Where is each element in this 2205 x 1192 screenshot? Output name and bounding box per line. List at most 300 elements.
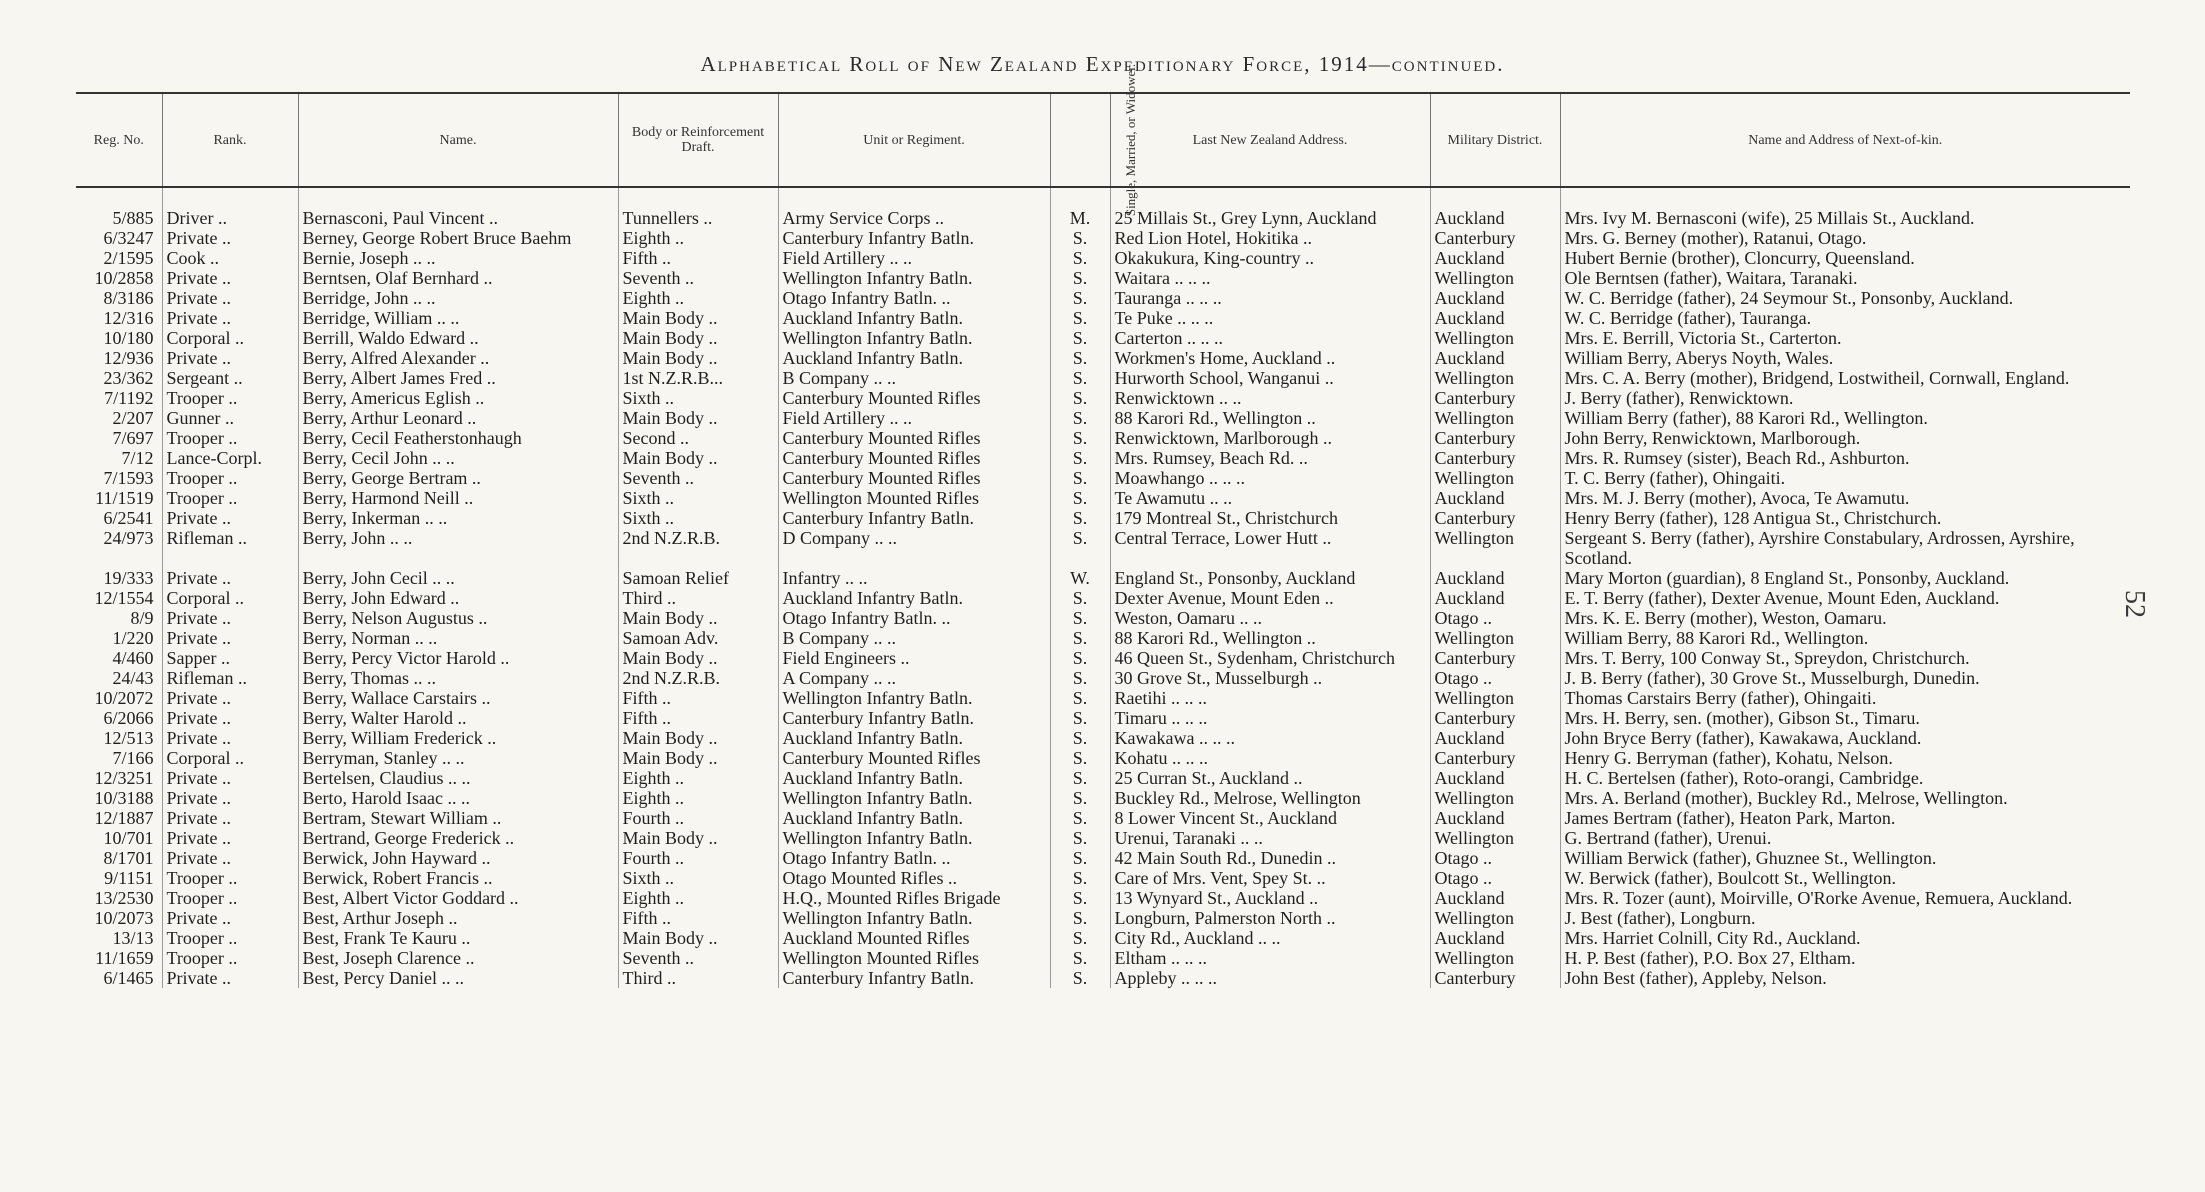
address-cell: Renwicktown, Marlborough .. (1110, 428, 1430, 448)
header-address: Last New Zealand Address. (1110, 93, 1430, 187)
unit-cell: Canterbury Mounted Rifles (778, 468, 1050, 488)
next-of-kin-cell: G. Bertrand (father), Urenui. (1560, 828, 2130, 848)
rank-cell: Corporal .. (162, 588, 298, 608)
name-cell: Berwick, Robert Francis .. (298, 868, 618, 888)
reg-no-cell: 12/1887 (94, 808, 154, 828)
district-cell: Otago .. (1430, 608, 1560, 628)
rank-cell: Trooper .. (162, 388, 298, 408)
body-cell: Main Body .. (618, 308, 778, 328)
marital-status-cell: S. (1050, 588, 1110, 608)
rank-cell: Lance-Corpl. (162, 448, 298, 468)
table-row (76, 968, 2130, 988)
reg-no-cell: 23/362 (103, 368, 154, 388)
reg-no-cell: 6/3247 (103, 228, 154, 248)
table-row (76, 208, 2130, 228)
rank-cell: Driver .. (162, 208, 298, 228)
district-cell: Wellington (1430, 328, 1560, 348)
address-cell: 30 Grove St., Musselburgh .. (1110, 668, 1430, 688)
rank-cell: Trooper .. (162, 488, 298, 508)
name-cell: Berry, William Frederick .. (298, 728, 618, 748)
body-cell: Fourth .. (618, 848, 778, 868)
address-cell: Te Awamutu .. .. (1110, 488, 1430, 508)
body-cell: Sixth .. (618, 388, 778, 408)
marital-status-cell: S. (1050, 648, 1110, 668)
marital-status-cell: S. (1050, 528, 1110, 568)
reg-no-cell: 12/3251 (94, 768, 154, 788)
marital-status-cell: S. (1050, 908, 1110, 928)
body-cell: Main Body .. (618, 648, 778, 668)
table-row (76, 768, 2130, 788)
table-row (76, 468, 2130, 488)
reg-no-cell: 7/697 (112, 428, 154, 448)
name-cell: Berridge, John .. .. (298, 288, 618, 308)
rank-cell: Private .. (162, 228, 298, 248)
name-cell: Berto, Harold Isaac .. .. (298, 788, 618, 808)
next-of-kin-cell: Sergeant S. Berry (father), Ayrshire Constabulary, Ardrossen, Ayrshire, Scotland. (1560, 528, 2130, 568)
name-cell: Bertrand, George Frederick .. (298, 828, 618, 848)
name-cell: Berwick, John Hayward .. (298, 848, 618, 868)
name-cell: Berridge, William .. .. (298, 308, 618, 328)
unit-cell: Otago Infantry Batln. .. (778, 608, 1050, 628)
reg-no-cell: 7/1593 (103, 468, 154, 488)
district-cell: Wellington (1430, 628, 1560, 648)
address-cell: Longburn, Palmerston North .. (1110, 908, 1430, 928)
address-cell: Kohatu .. .. .. (1110, 748, 1430, 768)
district-cell: Canterbury (1430, 648, 1560, 668)
rank-cell: Private .. (162, 628, 298, 648)
table-row (76, 248, 2130, 268)
reg-no-cell: 10/180 (103, 328, 154, 348)
unit-cell: A Company .. .. (778, 668, 1050, 688)
unit-cell: Army Service Corps .. (778, 208, 1050, 228)
rank-cell: Private .. (162, 788, 298, 808)
next-of-kin-cell: H. C. Bertelsen (father), Roto-orangi, Cambridge. (1560, 768, 2130, 788)
district-cell: Auckland (1430, 308, 1560, 328)
marital-status-cell: S. (1050, 448, 1110, 468)
unit-cell: Wellington Infantry Batln. (778, 328, 1050, 348)
body-cell: Fifth .. (618, 908, 778, 928)
address-cell: Tauranga .. .. .. (1110, 288, 1430, 308)
address-cell: Dexter Avenue, Mount Eden .. (1110, 588, 1430, 608)
table-row (76, 408, 2130, 428)
address-cell: Central Terrace, Lower Hutt .. (1110, 528, 1430, 568)
marital-status-cell: S. (1050, 968, 1110, 988)
reg-no-cell: 7/12 (121, 448, 154, 468)
address-cell: Care of Mrs. Vent, Spey St. .. (1110, 868, 1430, 888)
rank-cell: Private .. (162, 268, 298, 288)
address-cell: Weston, Oamaru .. .. (1110, 608, 1430, 628)
rank-cell: Sergeant .. (162, 368, 298, 388)
body-cell: Third .. (618, 588, 778, 608)
name-cell: Berry, John Cecil .. .. (298, 568, 618, 588)
next-of-kin-cell: William Berry, Aberys Noyth, Wales. (1560, 348, 2130, 368)
next-of-kin-cell: Mrs. M. J. Berry (mother), Avoca, Te Awamutu. (1560, 488, 2130, 508)
next-of-kin-cell: Hubert Bernie (brother), Cloncurry, Queensland. (1560, 248, 2130, 268)
district-cell: Wellington (1430, 788, 1560, 808)
reg-no-cell: 13/13 (112, 928, 154, 948)
table-row (76, 608, 2130, 628)
unit-cell: Otago Infantry Batln. .. (778, 848, 1050, 868)
rank-cell: Sapper .. (162, 648, 298, 668)
marital-status-cell: S. (1050, 748, 1110, 768)
header-district: Military District. (1430, 93, 1560, 187)
rank-cell: Private .. (162, 688, 298, 708)
marital-status-cell: S. (1050, 788, 1110, 808)
body-cell: Main Body .. (618, 748, 778, 768)
unit-cell: Wellington Infantry Batln. (778, 688, 1050, 708)
body-cell: Samoan Relief (618, 568, 778, 588)
body-cell: Seventh .. (618, 468, 778, 488)
table-row (76, 648, 2130, 668)
reg-no-cell: 8/3186 (103, 288, 154, 308)
unit-cell: Canterbury Mounted Rifles (778, 388, 1050, 408)
district-cell: Auckland (1430, 928, 1560, 948)
address-cell: England St., Ponsonby, Auckland (1110, 568, 1430, 588)
district-cell: Wellington (1430, 368, 1560, 388)
name-cell: Best, Frank Te Kauru .. (298, 928, 618, 948)
name-cell: Berry, Harmond Neill .. (298, 488, 618, 508)
marital-status-cell: S. (1050, 468, 1110, 488)
marital-status-cell: S. (1050, 708, 1110, 728)
table-row (76, 788, 2130, 808)
name-cell: Berry, Walter Harold .. (298, 708, 618, 728)
name-cell: Berry, Arthur Leonard .. (298, 408, 618, 428)
unit-cell: Canterbury Infantry Batln. (778, 228, 1050, 248)
body-cell: Fifth .. (618, 248, 778, 268)
reg-no-cell: 2/1595 (103, 248, 154, 268)
unit-cell: Auckland Infantry Batln. (778, 588, 1050, 608)
district-cell: Canterbury (1430, 508, 1560, 528)
marital-status-cell: S. (1050, 928, 1110, 948)
next-of-kin-cell: William Berry, 88 Karori Rd., Wellington. (1560, 628, 2130, 648)
marital-status-cell: S. (1050, 248, 1110, 268)
name-cell: Bernie, Joseph .. .. (298, 248, 618, 268)
rank-cell: Private .. (162, 768, 298, 788)
body-cell: Fourth .. (618, 808, 778, 828)
address-cell: Buckley Rd., Melrose, Wellington (1110, 788, 1430, 808)
marital-status-cell: S. (1050, 488, 1110, 508)
next-of-kin-cell: J. Best (father), Longburn. (1560, 908, 2130, 928)
district-cell: Canterbury (1430, 448, 1560, 468)
roll-body (76, 187, 2130, 988)
page-number: 52 (2119, 590, 2150, 618)
address-cell: Moawhango .. .. .. (1110, 468, 1430, 488)
marital-status-cell: M. (1050, 208, 1110, 228)
marital-status-cell: W. (1050, 568, 1110, 588)
address-cell: Waitara .. .. .. (1110, 268, 1430, 288)
next-of-kin-cell: Mrs. A. Berland (mother), Buckley Rd., Melrose, Wellington. (1560, 788, 2130, 808)
body-cell: Sixth .. (618, 868, 778, 888)
next-of-kin-cell: Mrs. K. E. Berry (mother), Weston, Oamaru. (1560, 608, 2130, 628)
table-row (76, 708, 2130, 728)
next-of-kin-cell: Mrs. G. Berney (mother), Ratanui, Otago. (1560, 228, 2130, 248)
rank-cell: Corporal .. (162, 748, 298, 768)
name-cell: Bernasconi, Paul Vincent .. (298, 208, 618, 228)
body-cell: Main Body .. (618, 728, 778, 748)
rank-cell: Private .. (162, 288, 298, 308)
unit-cell: Canterbury Mounted Rifles (778, 748, 1050, 768)
body-cell: Third .. (618, 968, 778, 988)
table-row (76, 948, 2130, 968)
rank-cell: Private .. (162, 808, 298, 828)
unit-cell: Infantry .. .. (778, 568, 1050, 588)
marital-status-cell: S. (1050, 948, 1110, 968)
address-cell: Okakukura, King-country .. (1110, 248, 1430, 268)
unit-cell: Auckland Infantry Batln. (778, 348, 1050, 368)
body-cell: Main Body .. (618, 608, 778, 628)
next-of-kin-cell: Henry G. Berryman (father), Kohatu, Nelson. (1560, 748, 2130, 768)
name-cell: Best, Joseph Clarence .. (298, 948, 618, 968)
reg-no-cell: 7/1192 (104, 388, 154, 408)
body-cell: Eighth .. (618, 888, 778, 908)
reg-no-cell: 5/885 (112, 208, 154, 228)
body-cell: Samoan Adv. (618, 628, 778, 648)
body-cell: Main Body .. (618, 328, 778, 348)
rank-cell: Private .. (162, 608, 298, 628)
next-of-kin-cell: Mrs. H. Berry, sen. (mother), Gibson St., Timaru. (1560, 708, 2130, 728)
body-cell: Second .. (618, 428, 778, 448)
unit-cell: Auckland Infantry Batln. (778, 768, 1050, 788)
body-cell: Eighth .. (618, 768, 778, 788)
name-cell: Best, Albert Victor Goddard .. (298, 888, 618, 908)
address-cell: City Rd., Auckland .. .. (1110, 928, 1430, 948)
rank-cell: Rifleman .. (162, 668, 298, 688)
rank-cell: Private .. (162, 568, 298, 588)
body-cell: Main Body .. (618, 348, 778, 368)
body-cell: Fifth .. (618, 688, 778, 708)
body-cell: Tunnellers .. (618, 208, 778, 228)
spacer-row (76, 187, 2130, 208)
district-cell: Canterbury (1430, 968, 1560, 988)
rank-cell: Trooper .. (162, 948, 298, 968)
marital-status-cell: S. (1050, 288, 1110, 308)
next-of-kin-cell: W. C. Berridge (father), Tauranga. (1560, 308, 2130, 328)
next-of-kin-cell: W. C. Berridge (father), 24 Seymour St., Ponsonby, Auckland. (1560, 288, 2130, 308)
next-of-kin-cell: Thomas Carstairs Berry (father), Ohingaiti. (1560, 688, 2130, 708)
reg-no-cell: 10/2858 (94, 268, 154, 288)
body-cell: 2nd N.Z.R.B. (618, 668, 778, 688)
unit-cell: Canterbury Infantry Batln. (778, 708, 1050, 728)
body-cell: 2nd N.Z.R.B. (618, 528, 778, 568)
name-cell: Berry, Thomas .. .. (298, 668, 618, 688)
unit-cell: Field Artillery .. .. (778, 248, 1050, 268)
unit-cell: Wellington Infantry Batln. (778, 908, 1050, 928)
next-of-kin-cell: Mrs. Harriet Colnill, City Rd., Auckland. (1560, 928, 2130, 948)
table-row (76, 228, 2130, 248)
marital-status-cell: S. (1050, 828, 1110, 848)
header-unit: Unit or Regiment. (778, 93, 1050, 187)
district-cell: Otago .. (1430, 668, 1560, 688)
table-row (76, 268, 2130, 288)
next-of-kin-cell: Mrs. E. Berrill, Victoria St., Carterton. (1560, 328, 2130, 348)
table-row (76, 928, 2130, 948)
table-row (76, 308, 2130, 328)
unit-cell: Canterbury Mounted Rifles (778, 428, 1050, 448)
table-row (76, 908, 2130, 928)
unit-cell: Canterbury Infantry Batln. (778, 968, 1050, 988)
rank-cell: Trooper .. (162, 428, 298, 448)
table-row (76, 528, 2130, 568)
reg-no-cell: 12/1554 (94, 588, 154, 608)
address-cell: 8 Lower Vincent St., Auckland (1110, 808, 1430, 828)
body-cell: Main Body .. (618, 828, 778, 848)
name-cell: Berney, George Robert Bruce Baehm (298, 228, 618, 248)
name-cell: Berry, George Bertram .. (298, 468, 618, 488)
district-cell: Otago .. (1430, 848, 1560, 868)
name-cell: Berry, Cecil Featherstonhaugh (298, 428, 618, 448)
next-of-kin-cell: Ole Berntsen (father), Waitara, Taranaki. (1560, 268, 2130, 288)
reg-no-cell: 12/316 (103, 308, 154, 328)
reg-no-cell: 7/166 (112, 748, 154, 768)
unit-cell: Auckland Infantry Batln. (778, 728, 1050, 748)
unit-cell: Auckland Mounted Rifles (778, 928, 1050, 948)
body-cell: Seventh .. (618, 948, 778, 968)
unit-cell: H.Q., Mounted Rifles Brigade (778, 888, 1050, 908)
address-cell: Renwicktown .. .. (1110, 388, 1430, 408)
unit-cell: Otago Infantry Batln. .. (778, 288, 1050, 308)
district-cell: Auckland (1430, 248, 1560, 268)
unit-cell: Wellington Mounted Rifles (778, 948, 1050, 968)
district-cell: Canterbury (1430, 388, 1560, 408)
address-cell: 179 Montreal St., Christchurch (1110, 508, 1430, 528)
header-row (76, 93, 2130, 187)
unit-cell: Auckland Infantry Batln. (778, 308, 1050, 328)
unit-cell: Auckland Infantry Batln. (778, 808, 1050, 828)
name-cell: Berrill, Waldo Edward .. (298, 328, 618, 348)
rank-cell: Private .. (162, 508, 298, 528)
next-of-kin-cell: James Bertram (father), Heaton Park, Marton. (1560, 808, 2130, 828)
table-row (76, 848, 2130, 868)
district-cell: Wellington (1430, 908, 1560, 928)
next-of-kin-cell: John Best (father), Appleby, Nelson. (1560, 968, 2130, 988)
unit-cell: D Company .. .. (778, 528, 1050, 568)
body-cell: Seventh .. (618, 268, 778, 288)
district-cell: Auckland (1430, 348, 1560, 368)
address-cell: 25 Curran St., Auckland .. (1110, 768, 1430, 788)
unit-cell: Wellington Infantry Batln. (778, 828, 1050, 848)
name-cell: Berry, Inkerman .. .. (298, 508, 618, 528)
reg-no-cell: 13/2530 (94, 888, 154, 908)
header-reg-no: Reg. No. (76, 93, 162, 187)
district-cell: Canterbury (1430, 428, 1560, 448)
marital-status-cell: S. (1050, 608, 1110, 628)
address-cell: Workmen's Home, Auckland .. (1110, 348, 1430, 368)
marital-status-cell: S. (1050, 308, 1110, 328)
name-cell: Berry, Albert James Fred .. (298, 368, 618, 388)
marital-status-cell: S. (1050, 508, 1110, 528)
table-row (76, 688, 2130, 708)
address-cell: Eltham .. .. .. (1110, 948, 1430, 968)
next-of-kin-cell: J. Berry (father), Renwicktown. (1560, 388, 2130, 408)
marital-status-cell: S. (1050, 348, 1110, 368)
table-row (76, 428, 2130, 448)
unit-cell: Canterbury Mounted Rifles (778, 448, 1050, 468)
address-cell: 25 Millais St., Grey Lynn, Auckland (1110, 208, 1430, 228)
name-cell: Bertram, Stewart William .. (298, 808, 618, 828)
reg-no-cell: 6/2066 (103, 708, 154, 728)
unit-cell: B Company .. .. (778, 628, 1050, 648)
marital-status-cell: S. (1050, 628, 1110, 648)
name-cell: Best, Arthur Joseph .. (298, 908, 618, 928)
page-title: Alphabetical Roll of New Zealand Expeditionary Force, 1914—continued. (700, 52, 1505, 76)
name-cell: Berry, John .. .. (298, 528, 618, 568)
body-cell: Eighth .. (618, 288, 778, 308)
table-row (76, 748, 2130, 768)
name-cell: Berry, Alfred Alexander .. (298, 348, 618, 368)
marital-status-cell: S. (1050, 428, 1110, 448)
table-row (76, 628, 2130, 648)
body-cell: Sixth .. (618, 508, 778, 528)
address-cell: 13 Wynyard St., Auckland .. (1110, 888, 1430, 908)
next-of-kin-cell: E. T. Berry (father), Dexter Avenue, Mount Eden, Auckland. (1560, 588, 2130, 608)
header-name: Name. (298, 93, 618, 187)
name-cell: Best, Percy Daniel .. .. (298, 968, 618, 988)
body-cell: Fifth .. (618, 708, 778, 728)
table-row (76, 368, 2130, 388)
address-cell: Te Puke .. .. .. (1110, 308, 1430, 328)
rank-cell: Private .. (162, 308, 298, 328)
next-of-kin-cell: William Berwick (father), Ghuznee St., Wellington. (1560, 848, 2130, 868)
name-cell: Berry, John Edward .. (298, 588, 618, 608)
address-cell: Kawakawa .. .. .. (1110, 728, 1430, 748)
address-cell: Raetihi .. .. .. (1110, 688, 1430, 708)
reg-no-cell: 24/43 (112, 668, 154, 688)
rank-cell: Private .. (162, 828, 298, 848)
address-cell: Urenui, Taranaki .. .. (1110, 828, 1430, 848)
next-of-kin-cell: John Bryce Berry (father), Kawakawa, Auckland. (1560, 728, 2130, 748)
reg-no-cell: 8/1701 (103, 848, 154, 868)
rank-cell: Private .. (162, 728, 298, 748)
rank-cell: Corporal .. (162, 328, 298, 348)
body-cell: Sixth .. (618, 488, 778, 508)
table-row (76, 868, 2130, 888)
body-cell: Main Body .. (618, 408, 778, 428)
table-row (76, 588, 2130, 608)
next-of-kin-cell: Mrs. R. Tozer (aunt), Moirville, O'Rorke Avenue, Remuera, Auckland. (1560, 888, 2130, 908)
table-row (76, 508, 2130, 528)
district-cell: Auckland (1430, 208, 1560, 228)
next-of-kin-cell: Mrs. R. Rumsey (sister), Beach Rd., Ashburton. (1560, 448, 2130, 468)
marital-status-cell: S. (1050, 228, 1110, 248)
address-cell: 88 Karori Rd., Wellington .. (1110, 408, 1430, 428)
reg-no-cell: 10/2073 (94, 908, 154, 928)
district-cell: Wellington (1430, 408, 1560, 428)
district-cell: Canterbury (1430, 228, 1560, 248)
address-cell: Mrs. Rumsey, Beach Rd. .. (1110, 448, 1430, 468)
reg-no-cell: 2/207 (112, 408, 154, 428)
rank-cell: Private .. (162, 348, 298, 368)
unit-cell: Field Engineers .. (778, 648, 1050, 668)
marital-status-cell: S. (1050, 688, 1110, 708)
unit-cell: Wellington Infantry Batln. (778, 268, 1050, 288)
header-single-label: Single, Married, or Widower. (1122, 63, 1138, 216)
marital-status-cell: S. (1050, 388, 1110, 408)
table-row (76, 728, 2130, 748)
body-cell: Eighth .. (618, 228, 778, 248)
table-row (76, 288, 2130, 308)
marital-status-cell: S. (1050, 808, 1110, 828)
marital-status-cell: S. (1050, 888, 1110, 908)
marital-status-cell: S. (1050, 408, 1110, 428)
address-cell: Hurworth School, Wanganui .. (1110, 368, 1430, 388)
unit-cell: Wellington Mounted Rifles (778, 488, 1050, 508)
table-row (76, 828, 2130, 848)
district-cell: Auckland (1430, 808, 1560, 828)
body-cell: Main Body .. (618, 448, 778, 468)
unit-cell: Canterbury Infantry Batln. (778, 508, 1050, 528)
district-cell: Auckland (1430, 488, 1560, 508)
unit-cell: B Company .. .. (778, 368, 1050, 388)
